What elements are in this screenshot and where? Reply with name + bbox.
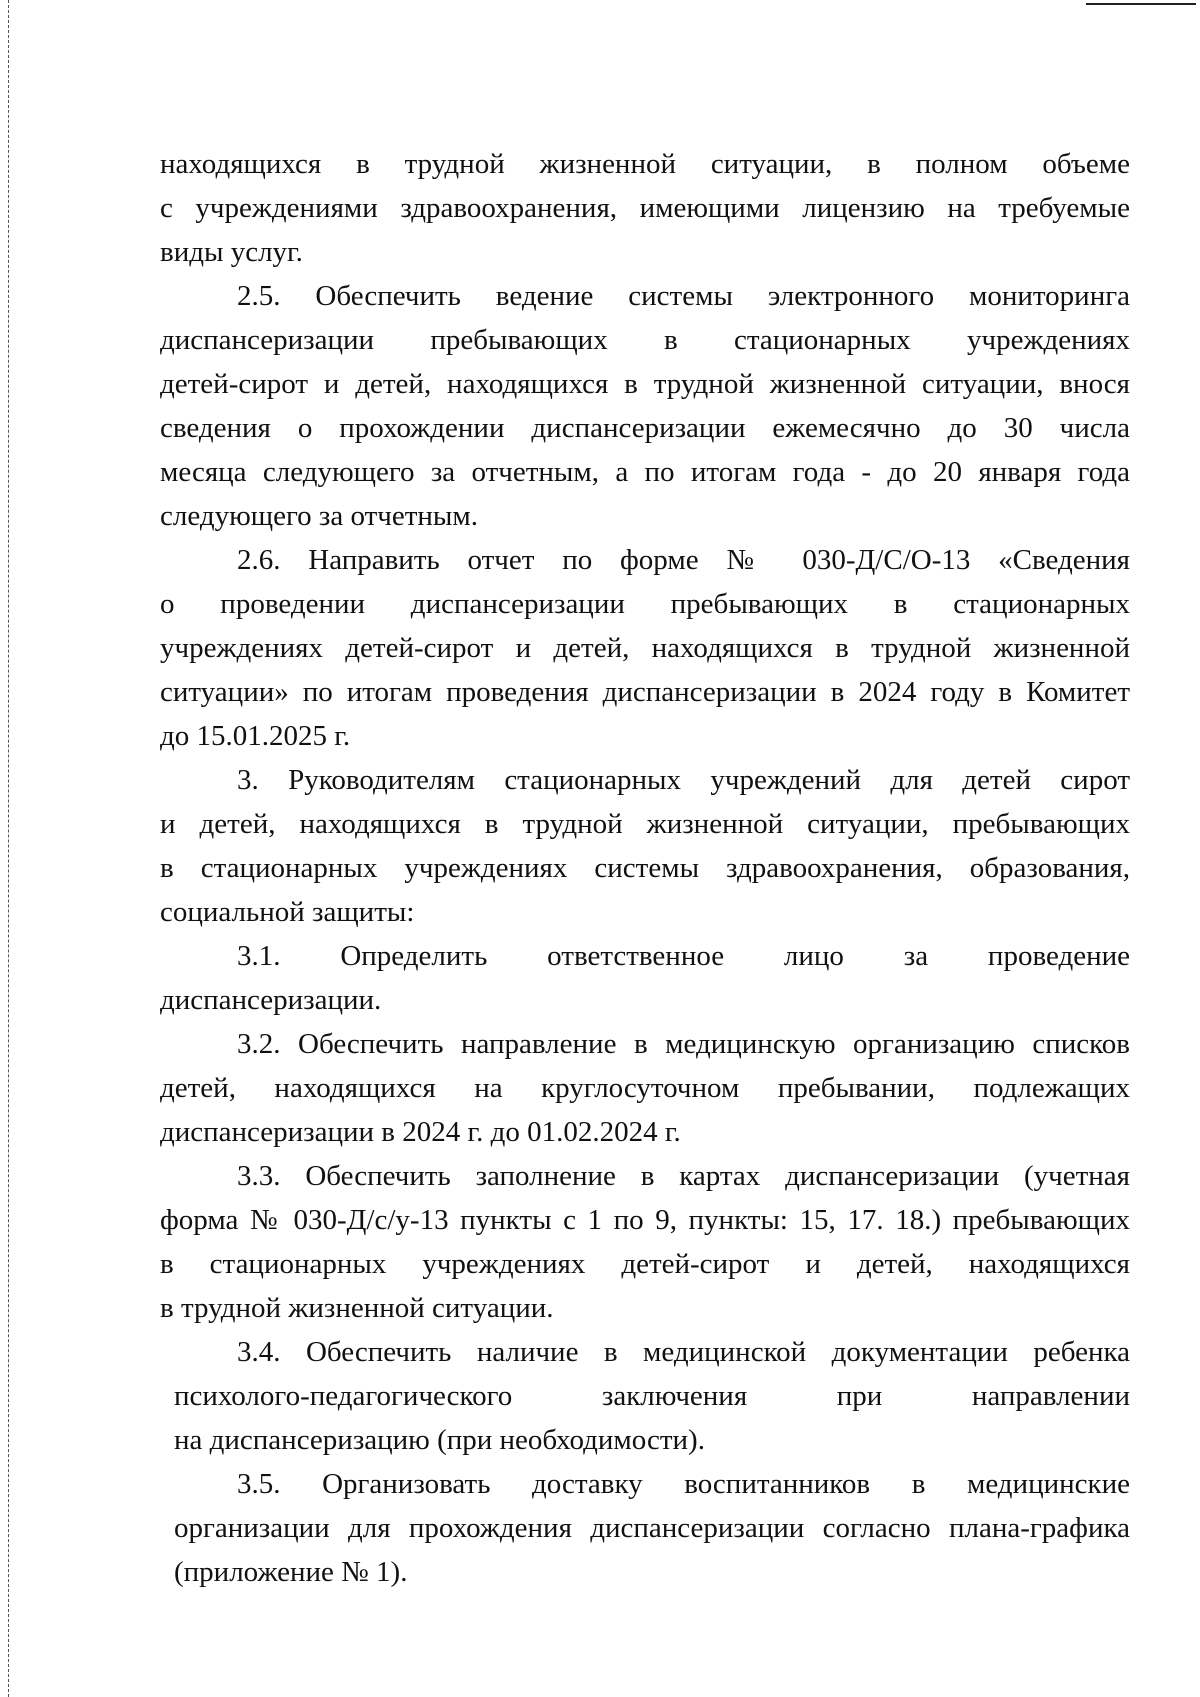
clause-3-1-heading: 3.1. Определить ответственное лицо за проведение xyxy=(237,940,1130,972)
text-line: и детей, находящихся в трудной жизненной ситуации, пребывающих xyxy=(160,808,1130,840)
text-line: с учреждениями здравоохранения, имеющими лицензию на требуемые xyxy=(160,192,1130,224)
text-line: в стационарных учреждениях детей-сирот и детей, находящихся xyxy=(160,1248,1130,1280)
scan-edge-line xyxy=(8,0,9,1697)
top-right-rule xyxy=(1086,3,1196,5)
clause-3-5-heading: 3.5. Организовать доставку воспитанников в медицинские xyxy=(237,1468,1130,1500)
text-line: диспансеризации пребывающих в стационарных учреждениях xyxy=(160,324,1130,356)
text-line: на диспансеризацию (при необходимости). xyxy=(174,1424,705,1456)
text-line: находящихся в трудной жизненной ситуации, в полном объеме xyxy=(160,148,1130,180)
text-line: организации для прохождения диспансеризации согласно плана-графика xyxy=(174,1512,1130,1544)
clause-3-3-heading: 3.3. Обеспечить заполнение в картах диспансеризации (учетная xyxy=(237,1160,1130,1192)
text-line: форма № 030-Д/с/у-13 пункты с 1 по 9, пункты: 15, 17. 18.) пребывающих xyxy=(160,1204,1130,1236)
text-line: детей-сирот и детей, находящихся в трудной жизненной ситуации, внося xyxy=(160,368,1130,400)
document-body xyxy=(160,142,1130,1594)
text-line: (приложение № 1). xyxy=(174,1556,408,1588)
text-line: следующего за отчетным. xyxy=(160,500,478,532)
text-line: в стационарных учреждениях системы здравоохранения, образования, xyxy=(160,852,1130,884)
clause-3-2-heading: 3.2. Обеспечить направление в медицинскую организацию списков xyxy=(237,1028,1130,1060)
clause-3-4-heading: 3.4. Обеспечить наличие в медицинской документации ребенка xyxy=(237,1336,1130,1368)
text-line: детей, находящихся на круглосуточном пребывании, подлежащих xyxy=(160,1072,1130,1104)
text-line: учреждениях детей-сирот и детей, находящихся в трудной жизненной xyxy=(160,632,1130,664)
text-line: психолого-педагогического заключения при направлении xyxy=(174,1380,1130,1412)
text-line: социальной защиты: xyxy=(160,896,415,928)
text-line: о проведении диспансеризации пребывающих в стационарных xyxy=(160,588,1130,620)
text-line: месяца следующего за отчетным, а по итогам года - до 20 января года xyxy=(160,456,1130,488)
text-line: сведения о прохождении диспансеризации ежемесячно до 30 числа xyxy=(160,412,1130,444)
clause-3-heading: 3. Руководителям стационарных учреждений для детей сирот xyxy=(237,764,1130,796)
text-line: в трудной жизненной ситуации. xyxy=(160,1292,554,1324)
text-line: диспансеризации. xyxy=(160,984,382,1016)
text-line: ситуации» по итогам проведения диспансеризации в 2024 году в Комитет xyxy=(160,676,1130,708)
text-line: виды услуг. xyxy=(160,236,303,268)
clause-2-5-heading: 2.5. Обеспечить ведение системы электронного мониторинга xyxy=(237,280,1130,312)
text-line: до 15.01.2025 г. xyxy=(160,720,351,752)
clause-2-6-heading: 2.6. Направить отчет по форме № 030-Д/С/О-13 «Сведения xyxy=(237,544,1130,576)
text-line: диспансеризации в 2024 г. до 01.02.2024 г. xyxy=(160,1116,681,1148)
